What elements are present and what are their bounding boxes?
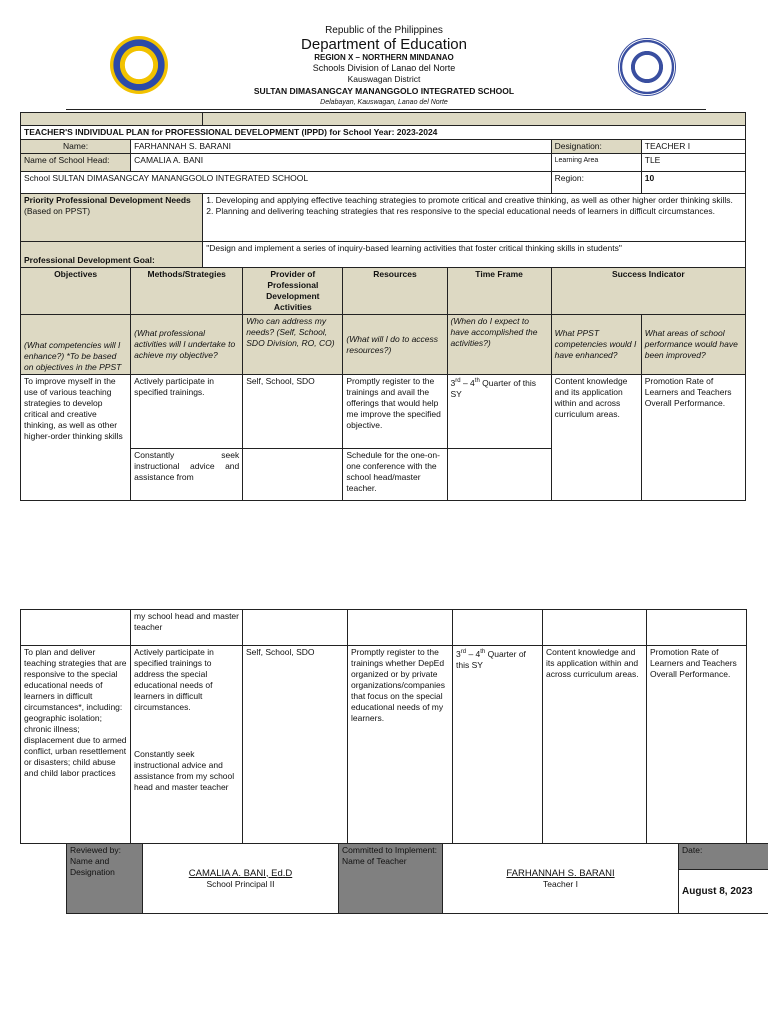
district-line: Kauswagan District xyxy=(347,74,421,84)
row1-time-sup2: th xyxy=(474,378,480,384)
row1-timeframe xyxy=(447,375,551,449)
teacher-name: FARHANNAH S. BARANI xyxy=(506,867,615,879)
priority-need-1: 1. Developing and applying effective teaching strategies to promote critical and creative thinking, as well as other higher order thinking skills. xyxy=(206,195,733,205)
p2-blank-time xyxy=(453,610,543,646)
p2-objective: To plan and deliver teaching strategies that are responsive to the special educational needs of learners in difficult circumstances*, including: geographic isolation; chronic illness; displacement due to armed conflict, urban resettlement or disasters; child abuse and child labor practices xyxy=(21,646,131,844)
p2-resource: Promptly register to the trainings whether DepEd organized or by private organizations/companies that focus on the special educational needs of my learners. xyxy=(348,646,453,844)
guide-success-a: What PPST competencies would I have enhanced? xyxy=(551,315,641,375)
reviewed-by-label: Reviewed by: Name and Designation xyxy=(67,844,143,914)
learning-area-value: TLE xyxy=(641,154,745,172)
ippd-form-table xyxy=(20,112,746,501)
name-value: FARHANNAH S. BARANI xyxy=(131,140,552,154)
p2-blank-success-a xyxy=(543,610,647,646)
col-success-indicator: Success Indicator xyxy=(551,268,745,315)
learning-area-label: Learning Area xyxy=(551,154,641,172)
p2-method-b: Constantly seek instructional advice and assistance from my school head and master teacher xyxy=(134,749,235,792)
row1-resource-b: Schedule for the one-on-one conference with the school head/master teacher. xyxy=(343,449,447,501)
row1-timeframe-b xyxy=(447,449,551,501)
region-label: Region: xyxy=(551,172,641,194)
row1-time-suffix: Quarter of this SY xyxy=(450,377,537,399)
p2-methods-cell xyxy=(131,646,243,844)
guide-methods: (What professional activities will I undertake to achieve my objective? xyxy=(131,315,243,375)
guide-timeframe: (When do I expect to have accomplished the activities?) xyxy=(447,315,551,375)
row1-time-sup1: rd xyxy=(455,378,461,384)
goal-text: "Design and implement a series of inquiry-based learning activities that foster critical thinking skills in students" xyxy=(203,242,746,268)
priority-need-2: 2. Planning and delivering teaching strategies that res responsive to the special educational needs of learners in difficult circumstances. xyxy=(206,206,715,216)
row1-provider-b xyxy=(243,449,343,501)
signature-table xyxy=(66,843,768,914)
col-methods: Methods/Strategies xyxy=(131,268,243,315)
p2-blank-objective xyxy=(21,610,131,646)
row1-objective: To improve myself in the use of various teaching strategies to develop critical and creative thinking, as well as other higher-order thinking skills xyxy=(21,375,131,501)
row1-resource-a: Promptly register to the trainings and avail the offerings that would help me improve the specified objective. xyxy=(343,375,447,449)
header-divider xyxy=(66,109,706,110)
date-label: Date: xyxy=(679,844,768,870)
p2-success-a: Content knowledge and its application within and across curriculum areas. xyxy=(543,646,647,844)
row1-time-prefix: 3 xyxy=(450,377,456,388)
guide-objectives: (What competencies will I enhance?) *To be based on objectives in the PPST xyxy=(21,315,131,375)
row1-provider: Self, School, SDO xyxy=(243,375,343,449)
school-label: School xyxy=(24,173,50,183)
committed-label: Committed to Implement: Name of Teacher xyxy=(339,844,443,914)
region-line: REGION X – NORTHERN MINDANAO xyxy=(314,53,454,62)
col-resources: Resources xyxy=(343,268,447,315)
top-blank-cell-a xyxy=(21,113,203,126)
p2-time-suffix: Quarter of this SY xyxy=(456,648,526,670)
republic-line: Republic of the Philippines xyxy=(325,25,443,36)
p2-continued-method: my school head and master teacher xyxy=(131,610,243,646)
form-title: TEACHER'S INDIVIDUAL PLAN for PROFESSIONAL DEVELOPMENT (IPPD) for School Year: 2023-2024 xyxy=(21,126,746,140)
guide-resources: (What will I do to access resources?) xyxy=(343,315,447,375)
priority-needs-label: Priority Professional Development Needs xyxy=(24,195,191,205)
p2-time-sup1: rd xyxy=(460,649,467,655)
teacher-cell xyxy=(443,844,679,914)
top-blank-cell-b xyxy=(203,113,746,126)
p2-time-sup2: th xyxy=(480,649,486,655)
designation-value: TEACHER I xyxy=(641,140,745,154)
reviewer-cell xyxy=(143,844,339,914)
reviewer-title: School Principal II xyxy=(206,878,275,889)
name-label: Name: xyxy=(21,140,131,154)
school-value: SULTAN DIMASANGCAY MANANGGOLO INTEGRATED SCHOOL xyxy=(52,173,309,183)
p2-success-b: Promotion Rate of Learners and Teachers Overall Performance. xyxy=(647,646,747,844)
col-objectives: Objectives xyxy=(21,268,131,315)
reviewer-name: CAMALIA A. BANI, Ed.D xyxy=(188,867,293,879)
p2-time-prefix: 3 xyxy=(456,648,461,659)
p2-method-a: Actively participate in specified trainings to address the special educational needs of learners in difficult circumstances. xyxy=(134,647,214,712)
guide-provider: Who can address my needs? (Self, School, SDO Division, RO, CO) xyxy=(243,315,343,375)
guide-success-b: What areas of school performance would have been improved? xyxy=(641,315,745,375)
p2-blank-provider xyxy=(243,610,348,646)
region-value: 10 xyxy=(641,172,745,194)
teacher-title: Teacher I xyxy=(543,878,578,889)
p2-blank-success-b xyxy=(647,610,747,646)
division-line: Schools Division of Lanao del Norte xyxy=(312,63,456,73)
p2-time-mid: – 4 xyxy=(466,648,481,659)
designation-label: Designation: xyxy=(551,140,641,154)
school-head-label: Name of School Head: xyxy=(21,154,131,172)
col-provider: Provider of Professional Development Activities xyxy=(243,268,343,315)
row1-method-b: Constantly seek instructional advice and assistance from xyxy=(131,449,243,501)
school-line: SULTAN DIMASANGCAY MANANGGOLO INTEGRATED SCHOOL xyxy=(253,86,515,96)
row1-method-a: Actively participate in specified trainings. xyxy=(131,375,243,449)
department-title: Department of Education xyxy=(301,36,467,53)
p2-provider: Self, School, SDO xyxy=(243,646,348,844)
p2-blank-resource xyxy=(348,610,453,646)
p2-timeframe xyxy=(453,646,543,844)
priority-needs-list xyxy=(203,194,746,242)
row1-success-b: Promotion Rate of Learners and Teachers Overall Performance. xyxy=(641,375,745,501)
priority-needs-subtitle: (Based on PPST) xyxy=(24,206,91,216)
ippd-form-table-continued xyxy=(20,609,747,844)
school-head-value: CAMALIA A. BANI xyxy=(131,154,552,172)
date-value: August 8, 2023 xyxy=(679,870,768,914)
priority-needs-label-cell xyxy=(21,194,203,242)
row1-time-mid: – 4 xyxy=(460,377,475,388)
col-timeframe: Time Frame xyxy=(447,268,551,315)
school-row xyxy=(21,172,552,194)
row1-success-a: Content knowledge and its application within and across curriculum areas. xyxy=(551,375,641,501)
address-line: Delabayan, Kauswagan, Lanao del Norte xyxy=(320,99,448,106)
goal-label: Professional Development Goal: xyxy=(21,242,203,268)
